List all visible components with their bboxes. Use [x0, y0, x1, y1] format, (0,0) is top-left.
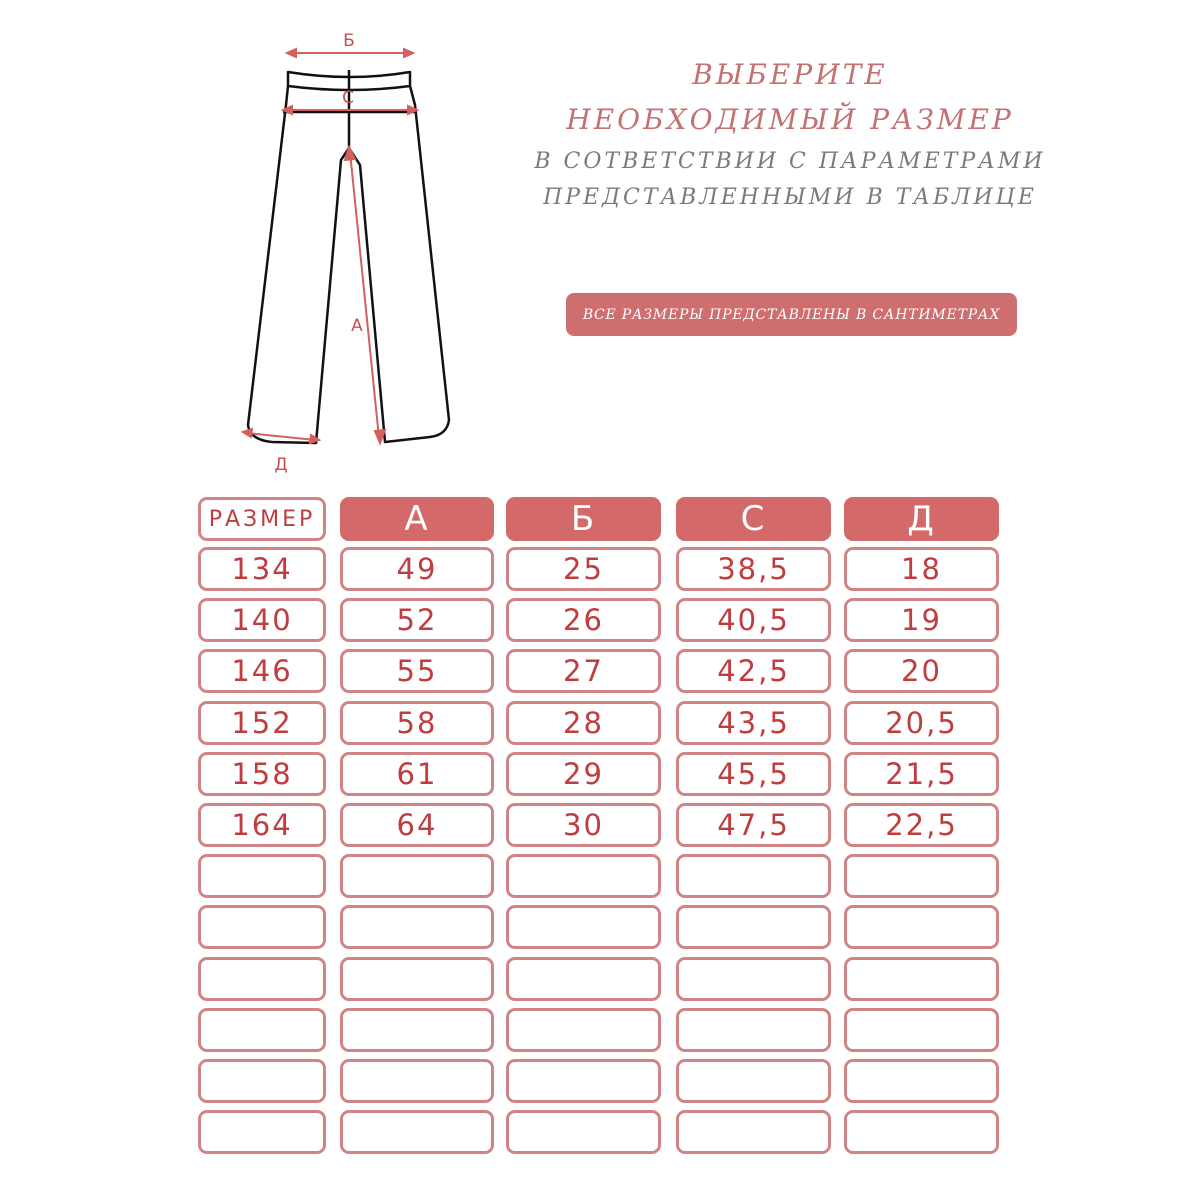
header-b: Б — [506, 497, 661, 541]
table-cell-b — [506, 854, 661, 898]
table-cell-c — [676, 905, 831, 949]
table-cell-size: 158 — [198, 752, 326, 796]
table-cell-b: 29 — [506, 752, 661, 796]
table-cell-d: 19 — [844, 598, 999, 642]
table-cell-c — [676, 1008, 831, 1052]
table-cell-d — [844, 854, 999, 898]
heading-line-1: ВЫБЕРИТЕ — [692, 58, 888, 91]
heading-line-2: НЕОБХОДИМЫЙ РАЗМЕР — [566, 103, 1014, 136]
table-cell-d — [844, 905, 999, 949]
table-cell-c — [676, 854, 831, 898]
table-cell-b — [506, 1059, 661, 1103]
table-cell-a — [340, 1008, 494, 1052]
trousers-outline — [248, 70, 449, 443]
diagram-label-b: Б — [343, 31, 355, 51]
table-cell-size — [198, 905, 326, 949]
units-note-badge: ВСЕ РАЗМЕРЫ ПРЕДСТАВЛЕНЫ В САНТИМЕТРАХ — [566, 293, 1017, 336]
table-cell-d — [844, 1110, 999, 1154]
table-cell-size — [198, 1059, 326, 1103]
table-cell-b: 28 — [506, 701, 661, 745]
table-cell-size — [198, 1008, 326, 1052]
table-cell-b — [506, 957, 661, 1001]
table-cell-c: 38,5 — [676, 547, 831, 591]
table-cell-a — [340, 854, 494, 898]
table-cell-size: 140 — [198, 598, 326, 642]
table-cell-a: 52 — [340, 598, 494, 642]
table-cell-c — [676, 1059, 831, 1103]
table-cell-b: 30 — [506, 803, 661, 847]
table-cell-size: 152 — [198, 701, 326, 745]
table-cell-a: 58 — [340, 701, 494, 745]
header-a: А — [340, 497, 494, 541]
table-cell-b: 25 — [506, 547, 661, 591]
table-cell-size — [198, 957, 326, 1001]
table-cell-d: 21,5 — [844, 752, 999, 796]
diagram-label-a: А — [351, 316, 363, 336]
table-cell-a: 55 — [340, 649, 494, 693]
table-cell-c: 43,5 — [676, 701, 831, 745]
diagram-label-c: С — [342, 88, 354, 108]
table-cell-a — [340, 957, 494, 1001]
table-cell-d: 22,5 — [844, 803, 999, 847]
table-cell-a — [340, 1110, 494, 1154]
table-cell-b — [506, 905, 661, 949]
table-cell-size — [198, 1110, 326, 1154]
table-cell-c: 47,5 — [676, 803, 831, 847]
table-cell-a — [340, 905, 494, 949]
heading-line-3: В СОТВЕТСТВИИ С ПАРАМЕТРАМИ — [534, 149, 1046, 174]
table-cell-c: 42,5 — [676, 649, 831, 693]
table-cell-d — [844, 1008, 999, 1052]
table-cell-c — [676, 957, 831, 1001]
table-cell-a — [340, 1059, 494, 1103]
table-cell-c: 40,5 — [676, 598, 831, 642]
table-cell-c — [676, 1110, 831, 1154]
table-cell-b — [506, 1008, 661, 1052]
table-cell-d: 20,5 — [844, 701, 999, 745]
table-cell-c: 45,5 — [676, 752, 831, 796]
table-cell-d: 20 — [844, 649, 999, 693]
table-cell-size: 134 — [198, 547, 326, 591]
header-d: Д — [844, 497, 999, 541]
table-cell-d — [844, 957, 999, 1001]
header-size: РАЗМЕР — [198, 497, 326, 541]
table-cell-b: 27 — [506, 649, 661, 693]
diagram-label-d: Д — [274, 455, 288, 475]
table-cell-d: 18 — [844, 547, 999, 591]
table-cell-d — [844, 1059, 999, 1103]
table-cell-a: 64 — [340, 803, 494, 847]
table-cell-a: 61 — [340, 752, 494, 796]
table-cell-size: 164 — [198, 803, 326, 847]
table-cell-b: 26 — [506, 598, 661, 642]
header-c: С — [676, 497, 831, 541]
table-cell-size: 146 — [198, 649, 326, 693]
heading-line-4: ПРЕДСТАВЛЕННЫМИ В ТАБЛИЦЕ — [543, 185, 1037, 210]
table-cell-b — [506, 1110, 661, 1154]
table-cell-size — [198, 854, 326, 898]
table-cell-a: 49 — [340, 547, 494, 591]
